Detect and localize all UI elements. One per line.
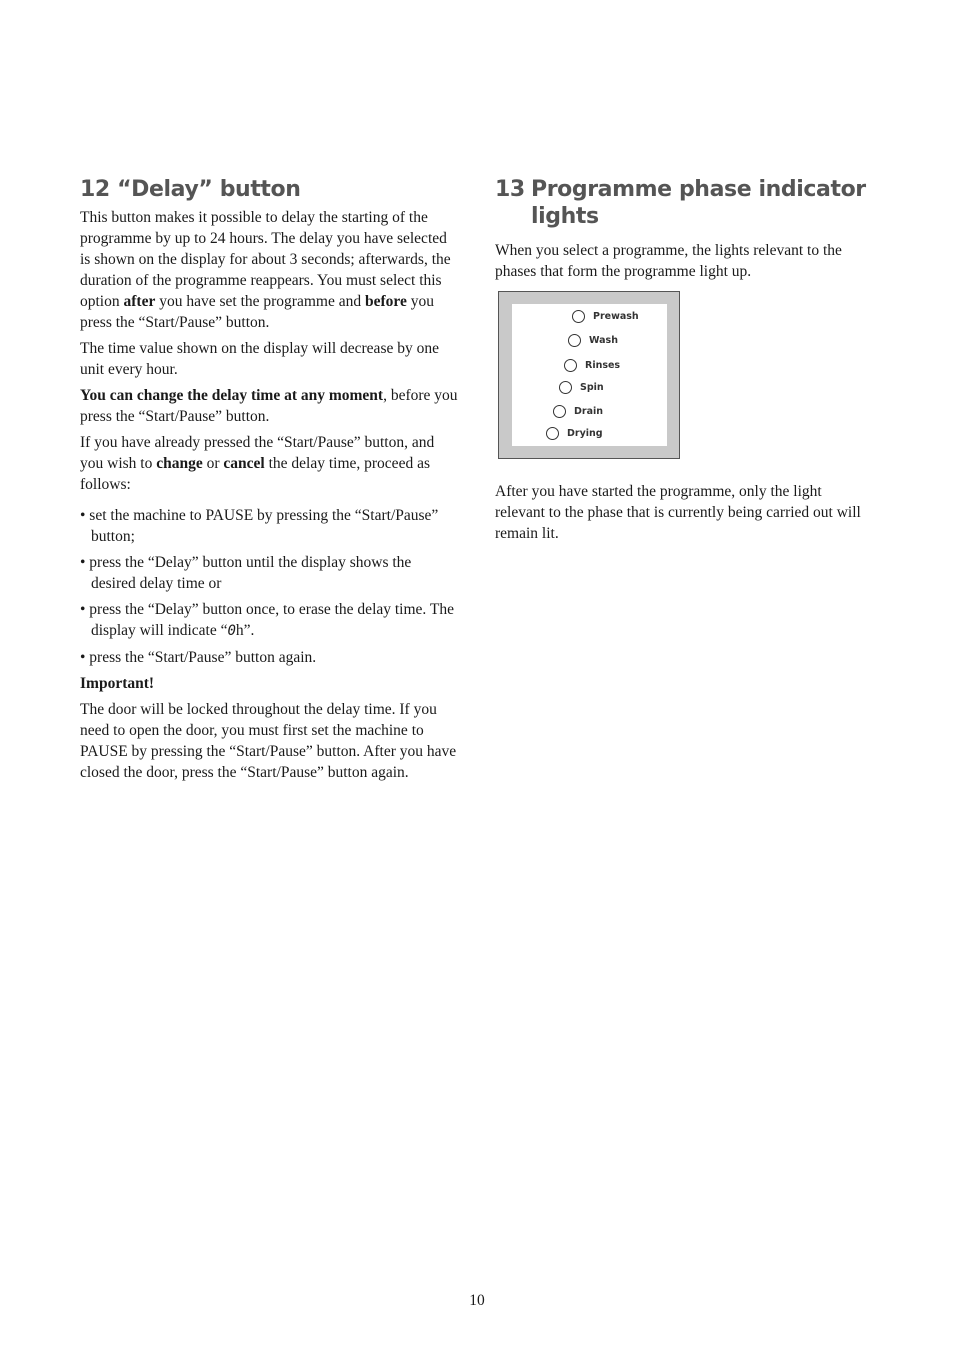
important-paragraph: The door will be locked throughout the delay time. If you need to open the door, you must first set the machine to PAUSE by pressing the “Start/Pause” button. After you have closed the door, press the “Start/Pause” button again. [80, 701, 457, 781]
indicator-light-icon [564, 359, 577, 372]
text-run: or [202, 455, 224, 472]
phase-after-paragraph: After you have started the programme, only the light relevant to the phase that is currently being carried out will remain lit. [495, 483, 861, 542]
delay-steps-list [80, 505, 458, 668]
text-run: h”. [235, 622, 255, 639]
display-digit: 0 [227, 623, 236, 639]
text-run: • press the “Delay” button once, to erase the delay time. The display will indicate “ [80, 601, 454, 639]
bold-cancel: cancel [223, 455, 265, 472]
section-12-number: 12 [80, 177, 110, 202]
section-13-title: Programme phase indicator lights [531, 177, 866, 229]
indicator-light-icon [572, 310, 585, 323]
light-label: Drying [567, 428, 603, 439]
phase-indicator-panel [498, 291, 680, 459]
important-label [80, 673, 458, 694]
text-run: , before you press the “Start/Pause” button. [80, 387, 458, 425]
delay-change-paragraph [80, 385, 458, 427]
light-wash [568, 334, 618, 347]
delay-intro-paragraph [80, 207, 458, 333]
important-bold: Important! [80, 675, 155, 692]
section-13-number: 13 [495, 177, 525, 202]
bold-change: change [156, 455, 203, 472]
light-label: Rinses [585, 360, 621, 371]
bold-before: before [364, 293, 407, 310]
phase-intro-paragraph: When you select a programme, the lights relevant to the phases that form the programme light up. [495, 242, 842, 280]
light-label: Prewash [593, 311, 639, 322]
text-run: you have set the programme and [155, 293, 365, 310]
list-item: • set the machine to PAUSE by pressing the “Start/Pause” button; [80, 507, 439, 545]
light-drying [546, 427, 603, 440]
page-number: 10 [469, 1292, 485, 1309]
indicator-light-icon [559, 381, 572, 394]
delay-already-pressed-paragraph [80, 432, 458, 495]
light-rinses [564, 359, 620, 372]
list-item: • press the “Start/Pause” button again. [80, 649, 317, 666]
indicator-light-icon [553, 405, 566, 418]
delay-decrease-paragraph: The time value shown on the display will decrease by one unit every hour. [80, 340, 439, 378]
bold-change-any-moment: You can change the delay time at any moment [80, 387, 384, 404]
phase-indicator-panel-face [512, 304, 667, 446]
text-run: the delay time, proceed as follows: [80, 455, 430, 493]
light-label: Spin [580, 382, 604, 393]
section-12-title: “Delay” button [117, 177, 301, 202]
section-phase-indicator-lights [495, 176, 875, 287]
text-run: you press the “Start/Pause” button. [80, 293, 434, 331]
indicator-light-icon [568, 334, 581, 347]
bold-after: after [123, 293, 156, 310]
section-13-heading [495, 176, 875, 230]
list-item: • press the “Delay” button until the display shows the desired delay time or [80, 554, 412, 592]
text-run: This button makes it possible to delay the starting of the programme by up to 24 hours. The delay you have selected is shown on the display for about 3 seconds; afterwards, the duration of the programme reappears. You must select this option [80, 209, 451, 310]
indicator-light-icon [546, 427, 559, 440]
list-item [80, 599, 458, 642]
light-prewash [572, 310, 639, 323]
light-spin [559, 381, 604, 394]
light-label: Wash [589, 335, 618, 346]
light-drain [553, 405, 603, 418]
section-delay-button [80, 176, 458, 788]
text-run: If you have already pressed the “Start/Pause” button, and you wish to [80, 434, 435, 472]
light-label: Drain [574, 406, 604, 417]
section-12-heading [80, 176, 458, 203]
